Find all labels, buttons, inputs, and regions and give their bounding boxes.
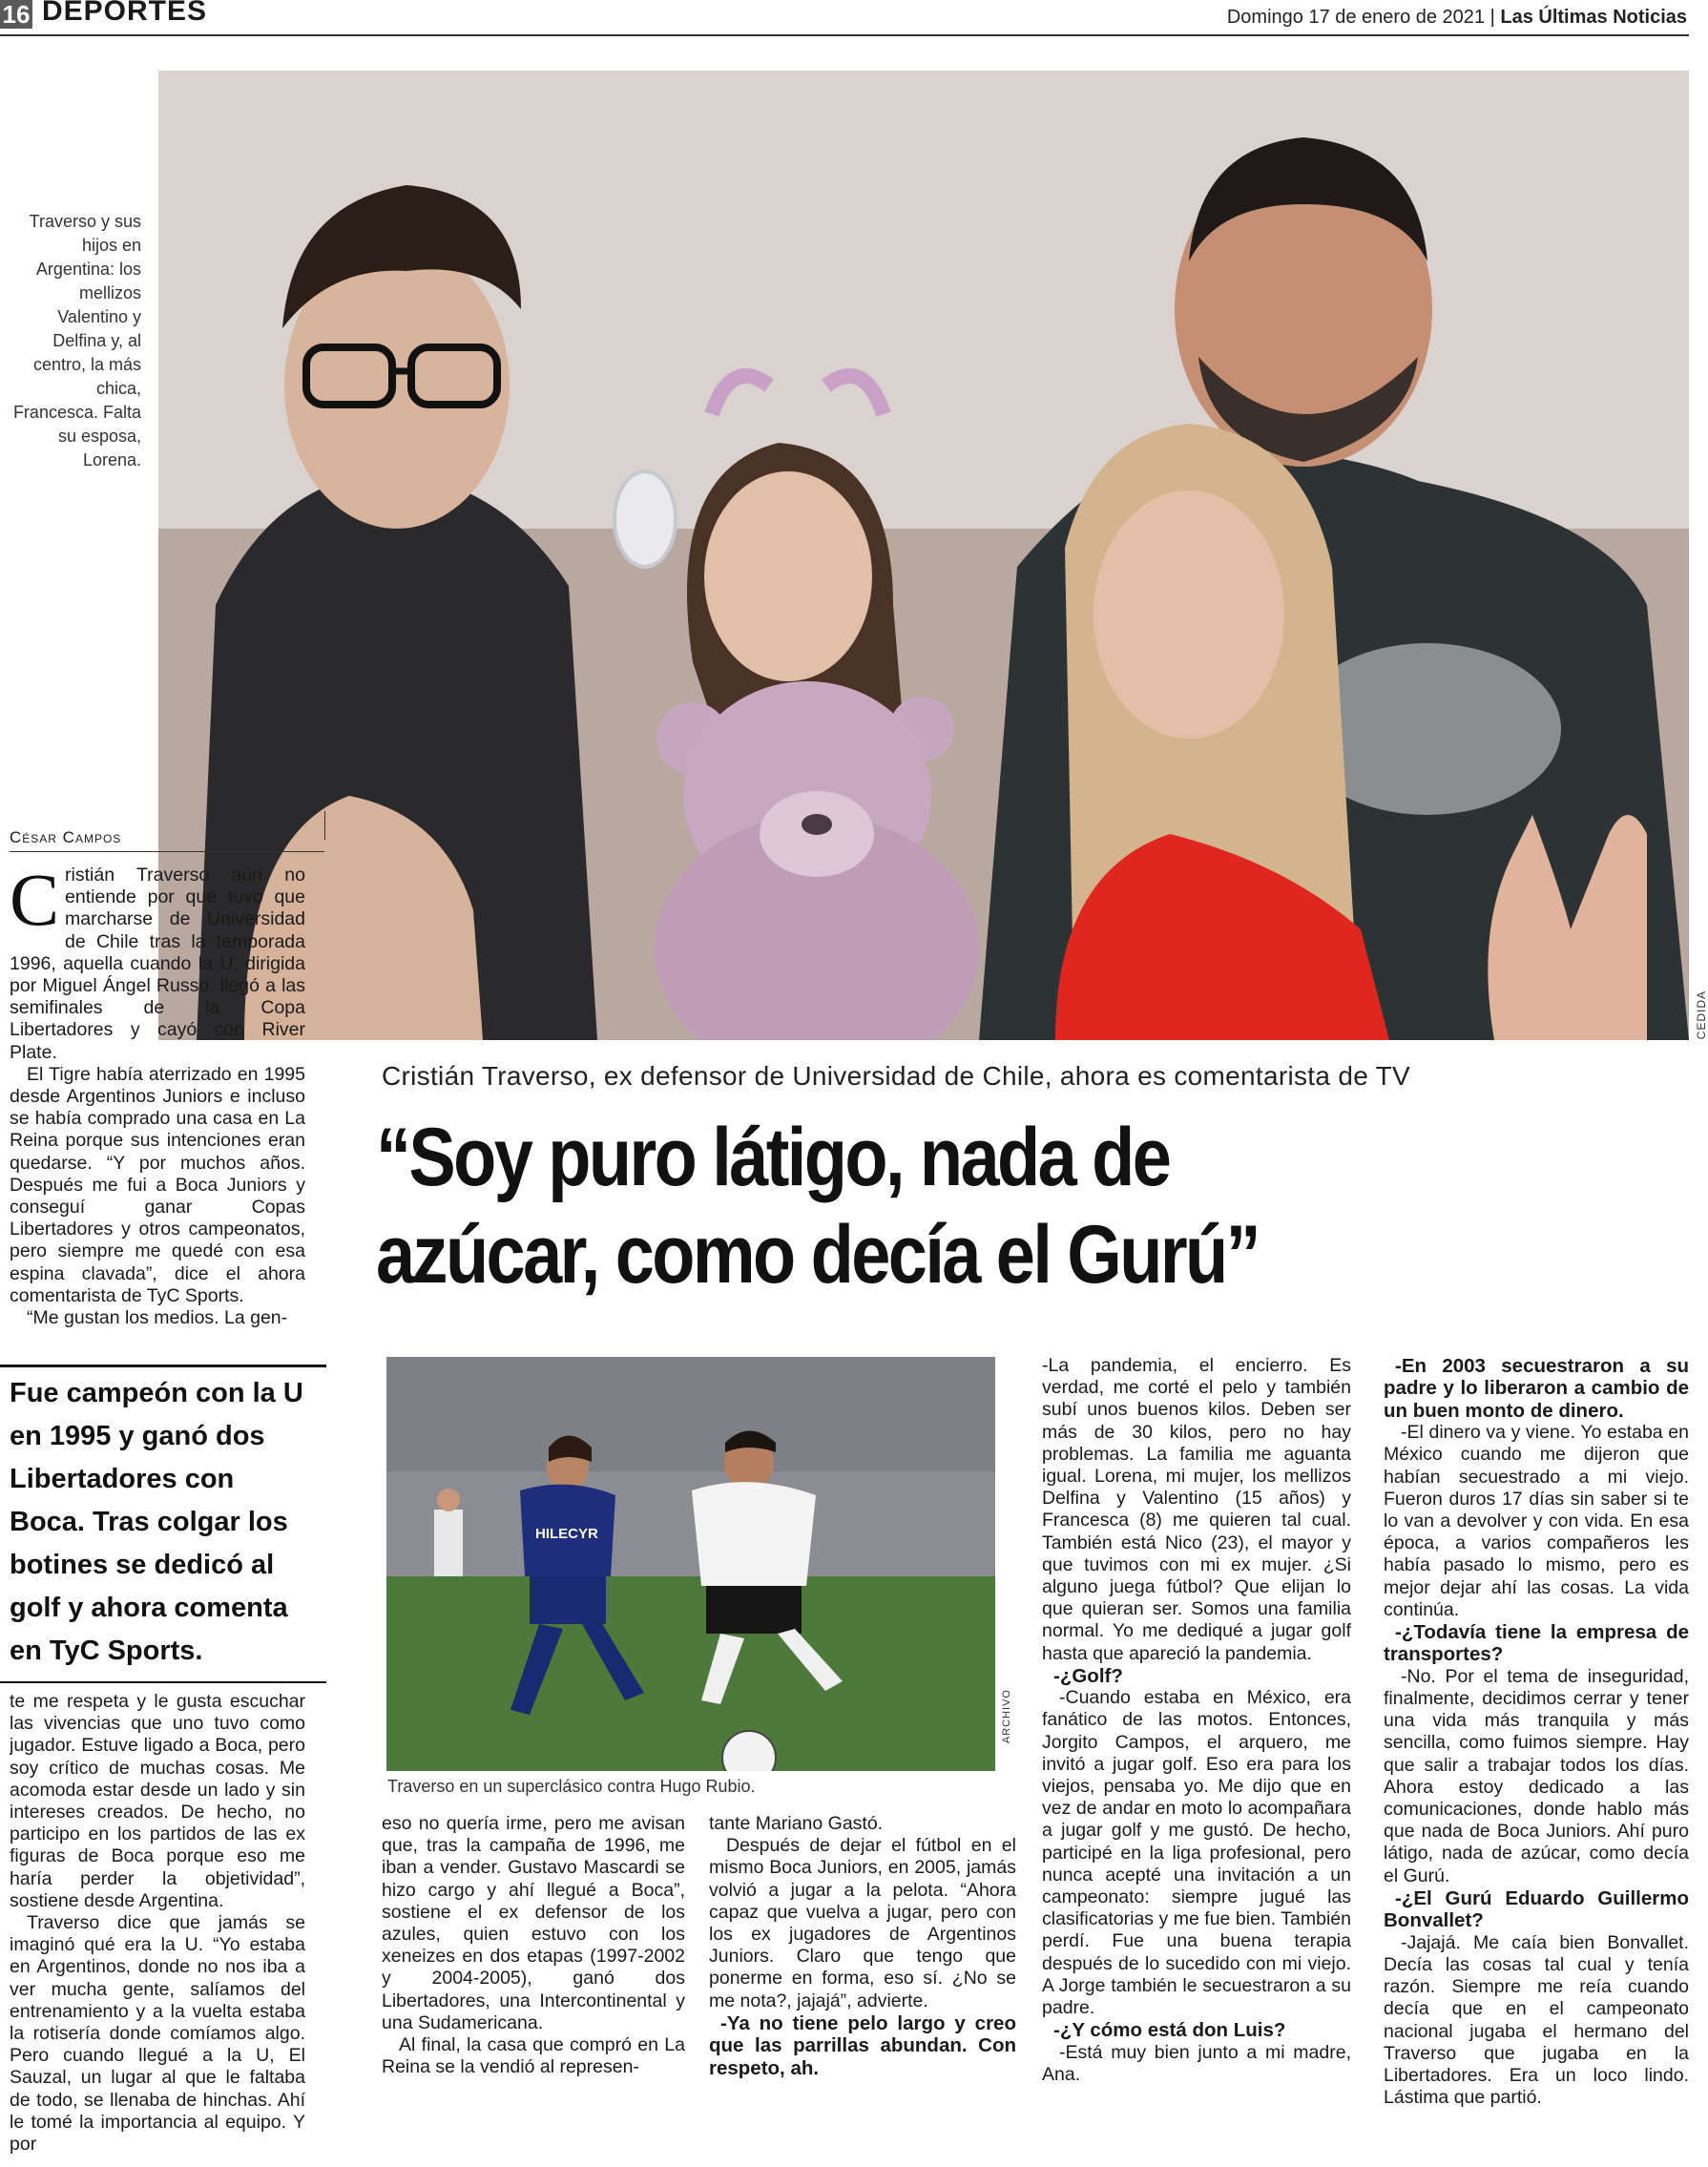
family-photo — [158, 71, 1689, 1040]
body-paragraph: Al final, la casa que compró en La Reina se la vendió al represen- — [382, 2034, 685, 2078]
pull-quote: Fue campeón con la U en 1995 y ganó dos Libertadores con Boca. Tras colgar los botines se dedicó al golf y ahora comenta en TyC Sports. — [10, 1378, 303, 1666]
body-paragraph: “Me gustan los medios. La gen- — [27, 1307, 288, 1329]
interview-question: -Ya no tiene pelo largo y creo que las parrillas abundan. Con respeto, ah. — [709, 2011, 1016, 2079]
photo2-credit: ARCHIVO — [1001, 1689, 1012, 1744]
photo-caption: Traverso y sus hijos en Argentina: los mellizos Valentino y Delfina y, al centro, la más chica, Francesca. Falta su esposa, Lorena. — [12, 212, 141, 469]
photo2-caption: Traverso en un superclásico contra Hugo Rubio. — [387, 1777, 756, 1796]
interview-answer: -Jajajá. Me caía bien Bonvallet. Decía las cosas tal cual y tenía razón. Siempre me reía cuando decía que en el campeonato nacional jugaba el hermano del Traverso que jugaba en la Libertadores. Era un loco lindo. Lástima que partió. — [1384, 1931, 1689, 2109]
body-column-2 — [382, 1813, 685, 2162]
interview-question: -¿Golf? — [1053, 1664, 1123, 1687]
byline-rule — [324, 811, 325, 840]
headline-line-1: “Soy puro látigo, nada de — [376, 1112, 1170, 1203]
byline: César Campos — [10, 828, 324, 852]
drop-cap: C — [10, 865, 60, 941]
match-photo — [386, 1357, 995, 1771]
lead-paragraph: Cristián Traverso aún no entiende por qué tuvo que marcharse de Universidad de Chile tras la temporada 1996, aquella cuando la U, dirigida por Miguel Ángel Russo, llegó a las semifinales de la Copa Libertadores y cayó con River Plate. — [10, 865, 305, 1063]
body-column-1-top — [10, 865, 305, 1347]
header-rule — [0, 34, 1689, 36]
page-number: 16 — [0, 0, 32, 29]
interview-question: -En 2003 secuestraron a su padre y lo liberaron a cambio de un buen monto de dinero. — [1384, 1355, 1689, 1422]
publication-name: Las Últimas Noticias — [1500, 7, 1687, 28]
body-column-4 — [1042, 1355, 1351, 2162]
section-title: DEPORTES — [42, 0, 208, 27]
photo-credit: CEDIDA — [1695, 990, 1708, 1040]
interview-question: -¿El Gurú Eduardo Guillermo Bonvallet? — [1384, 1886, 1689, 1932]
body-paragraph: tante Mariano Gastó. — [709, 1813, 884, 1834]
interview-question: -¿Todavía tiene la empresa de transportes? — [1384, 1621, 1689, 1666]
body-paragraph: El Tigre había aterrizado en 1995 desde Argentinos Juniors e incluso se había comprado una casa en La Reina porque sus intenciones eran quedarse. “Y por muchos años. Después me fui a Boca Juniors y conseguí ganar Copas Libertadores y otros campeonatos, pero siempre me quedé con esa espina clavada”, dice el ahora comentarista de TyC Sports. — [10, 1063, 305, 1306]
interview-answer: -No. Por el tema de inseguridad, finalmente, decidimos cerrar y tener una vida más tranquila y más sencilla, como fuimos siempre. Hay que salir a trabajar todos los días. Ahora estoy dedicado a las comunicaciones, donde hablo más que nada de Boca Juniors. Ahí puro látigo, nada de azúcar, como decía el Gurú. — [1384, 1665, 1689, 1886]
pull-quote-rule-top — [0, 1365, 326, 1367]
kicker: Cristián Traverso, ex defensor de Universidad de Chile, ahora es comentarista de TV — [382, 1061, 1411, 1091]
body-paragraph: eso no quería irme, pero me avisan que, tras la campaña de 1996, me iban a vender. Gustavo Mascardi se hizo cargo y ahí llegué a Boca”, sostiene el ex defensor de los azules, quien estuvo con los xeneizes en dos etapas (1997-2002 y 2004-2005), ganó dos Libertadores, una Intercontinental y una Sudamericana. — [382, 1813, 685, 2033]
headline — [376, 1109, 1505, 1303]
body-paragraph: te me respeta y le gusta escuchar las vivencias que uno tuvo como jugador. Estuve ligado a Boca, pero soy crítico de muchas cosas. Me acomoda estar desde un lado y sin intereses creados. De hecho, no participo en los partidos de las ex figuras de Boca porque eso me haría perder la objetividad”, sostiene desde Argentina. — [10, 1691, 305, 1911]
dateline — [1227, 6, 1687, 29]
interview-answer: -Cuando estaba en México, era fanático de las motos. Entonces, Jorgito Campos, el arquero, me invitó a jugar golf. Eso era para los viejos, pensaba yo. Me dijo que en vez de andar en moto lo acompañara a jugar golf y me gustó. De hecho, participé en la liga profesional, pero nunca acepté una invitación a un campeonato: siempre jugué las clasificatorias y me fue bien. También perdí. Fue una buena terapia después de lo sucedido con mi viejo. A Jorge también le secuestraron a su padre. — [1042, 1687, 1351, 2019]
body-paragraph: Traverso dice que jamás se imaginó qué era la U. “Yo estaba en Argentinos, donde no nos iba a ver mucha gente, salíamos del entrenamiento y a la vuelta estaba la rotisería donde comíamos algo. Pero cuando llegué a la U, El Sauzal, un lugar al que le faltaba de todo, se llenaba de hinchas. Ahí le tomé la importancia al equipo. Y por — [10, 1912, 305, 2156]
date: Domingo 17 de enero de 2021 | — [1226, 7, 1495, 28]
body-paragraph: Después de dejar el fútbol en el mismo Boca Juniors, en 2005, jamás volvió a jugar a la pelota. “Ahora capaz que vuelva a jugar, pero con los ex jugadores de Argentinos Juniors. Claro que tengo que ponerme en forma, eso sí. ¿No se me nota?, jajajá”, advierte. — [709, 1835, 1016, 2011]
pull-quote-rule-bottom — [0, 1681, 326, 1683]
body-column-1-bottom — [10, 1691, 305, 2158]
body-column-3 — [709, 1813, 1016, 2162]
interview-answer: -El dinero va y viene. Yo estaba en México cuando me dijeron que habían secuestrado a mi viejo. Fueron duros 17 días sin saber si te lo van a devolver y con vida. En esa época, a varios compañeros les había pasado lo mismo, pero es mejor dejar ahí las cosas. La vida continúa. — [1384, 1422, 1689, 1620]
interview-answer: -Está muy bien junto a mi madre, Ana. — [1042, 2041, 1351, 2085]
body-column-5 — [1384, 1355, 1689, 2162]
jersey-text: HILECYR — [535, 1526, 598, 1542]
interview-question: -¿Y cómo está don Luis? — [1053, 2019, 1286, 2042]
interview-answer: -La pandemia, el encierro. Es verdad, me corté el pelo y también subí unos buenos kilos. Deben ser más de 30 kilos, pero no hay problemas. La familia me aguanta igual. Lorena, mi mujer, los mellizos Delfina y Valentino (15 años) y Francesca (8) me quieren tal cual. También está Nico (23), el mayor y que tuvimos con mi ex mujer. ¿Si alguno juega fútbol? Que elijan lo que quieran ser. Somos una familia normal. Yo me dediqué a jugar golf hasta que apareció la pandemia. — [1042, 1355, 1351, 1664]
headline-line-2: azúcar, como decía el Gurú” — [376, 1209, 1260, 1301]
